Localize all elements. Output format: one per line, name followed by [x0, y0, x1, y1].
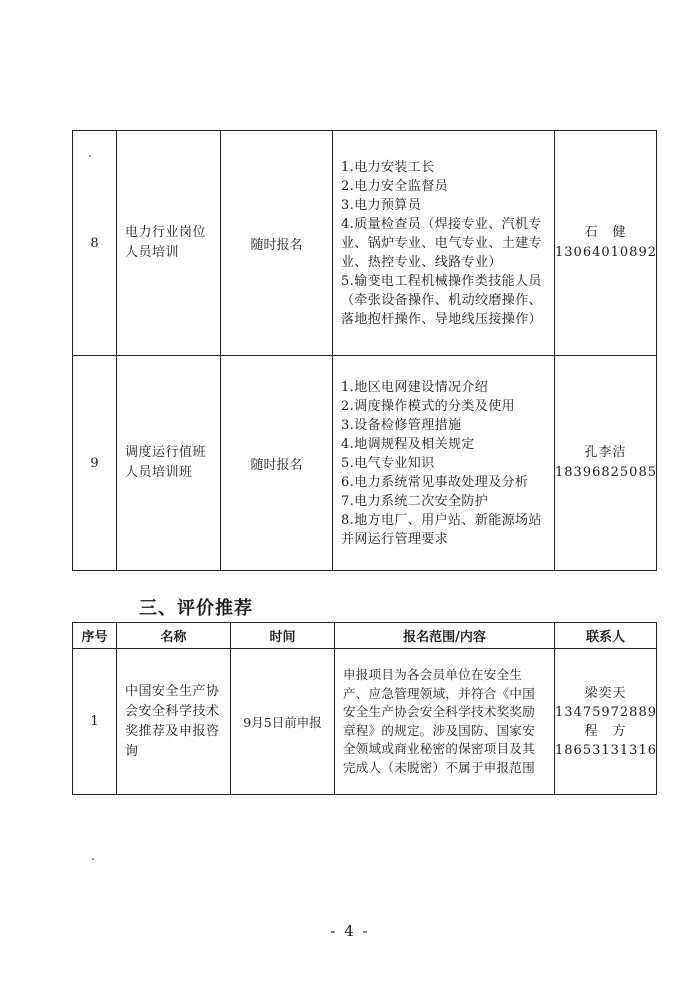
content-item: 1.电力安装工长	[341, 159, 435, 175]
contact-phone: 18396825085	[555, 465, 657, 480]
evaluation-table	[72, 622, 657, 795]
content-item: 5.电气专业知识	[341, 455, 435, 471]
table-row	[73, 649, 657, 795]
header-contact: 联系人	[555, 623, 657, 649]
content-item: 3.电力预算员	[341, 197, 422, 213]
section-title: 三、评价推荐	[139, 598, 253, 619]
course-time: 随时报名	[221, 356, 333, 571]
table-header-row	[73, 623, 657, 649]
row-number: 9	[73, 356, 117, 571]
course-content	[333, 131, 555, 356]
content-item: 1.地区电网建设情况介绍	[341, 379, 489, 395]
contact-cell	[555, 356, 657, 571]
header-time: 时间	[231, 623, 335, 649]
item-name: 中国安全生产协会安全科学技术奖推荐及申报咨询	[117, 649, 231, 795]
contact-name: 孔李洁	[584, 445, 627, 460]
header-name: 名称	[117, 623, 231, 649]
contact-name: 程 方	[584, 723, 627, 739]
content-item: 3.设备检修管理措施	[341, 417, 462, 433]
course-name: 调度运行值班人员培训班	[117, 356, 221, 571]
contact-cell	[555, 649, 657, 795]
header-number: 序号	[73, 623, 117, 649]
contact-phone: 13064010892	[555, 245, 657, 260]
table-row	[73, 131, 657, 356]
contact-phone: 18653131316	[555, 742, 657, 758]
content-item: 2.调度操作模式的分类及使用	[341, 398, 516, 414]
content-item: 2.电力安全监督员	[341, 178, 449, 194]
content-item: 8.地方电厂、用户站、新能源场站并网运行管理要求	[341, 512, 542, 547]
content-item: 4.地调规程及相关规定	[341, 436, 475, 452]
training-table	[72, 130, 657, 571]
item-time: 9月5日前申报	[231, 649, 335, 795]
contact-name: 梁奕天	[584, 685, 627, 701]
header-scope: 报名范围/内容	[335, 623, 555, 649]
scan-speck	[92, 858, 94, 860]
content-item: 6.电力系统常见事故处理及分析	[341, 474, 529, 490]
contact-cell	[555, 131, 657, 356]
row-number: 1	[73, 649, 117, 795]
item-scope: 申报项目为各会员单位在安全生产、应急管理领域，并符合《中国安全生产协会安全科学技术奖奖励章程》的规定。涉及国防、国家安全领域或商业秘密的保密项目及其完成人（未脱密）不属于申报范围	[335, 649, 555, 795]
page-number: - 4 -	[330, 922, 370, 940]
content-item: 7.电力系统二次安全防护	[341, 493, 489, 509]
contact-name: 石 健	[584, 225, 627, 240]
course-name: 电力行业岗位人员培训	[117, 131, 221, 356]
row-number: 8	[73, 131, 117, 356]
course-time: 随时报名	[221, 131, 333, 356]
course-content	[333, 356, 555, 571]
content-item: 4.质量检查员（焊接专业、汽机专业、锅炉专业、电气专业、土建专业、热控专业、线路专业）	[341, 216, 543, 270]
content-item: 5.输变电工程机械操作类技能人员（牵张设备操作、机动绞磨操作、落地抱杆操作、导地线压接操作）	[341, 273, 543, 327]
table-row	[73, 356, 657, 571]
contact-phone: 13475972889	[555, 704, 657, 720]
